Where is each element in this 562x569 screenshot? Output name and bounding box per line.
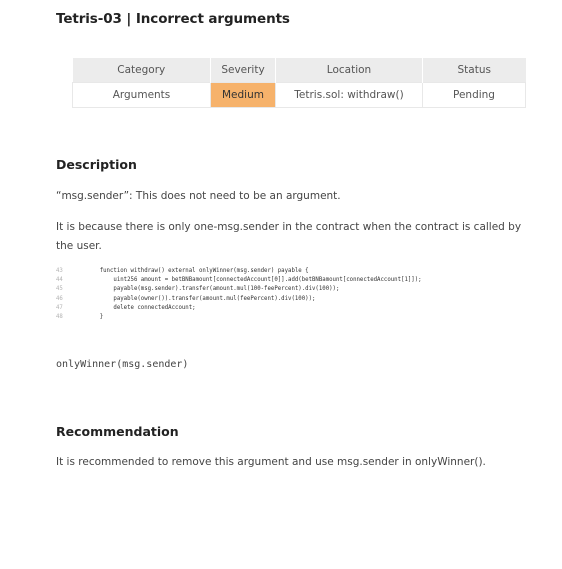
- inline-code-snippet: onlyWinner(msg.sender): [56, 359, 189, 370]
- line-number: 43: [56, 268, 63, 274]
- code-text: delete connectedAccount;: [86, 304, 196, 311]
- line-number: 46: [56, 295, 63, 302]
- cell-category: Arguments: [73, 83, 211, 108]
- code-line: [56, 285, 526, 294]
- code-text: function withdraw() external onlyWinner(msg.sender) payable {: [86, 268, 309, 274]
- recommendation-text: It is recommended to remove this argument and use msg.sender in onlyWinner().: [56, 456, 486, 468]
- recommendation-heading: Recommendation: [56, 424, 179, 439]
- code-text: payable(msg.sender).transfer(amount.mul(100-feePercent).div(100));: [86, 286, 340, 293]
- code-line: [56, 267, 526, 276]
- code-line: [56, 304, 526, 313]
- header-category: Category: [73, 58, 211, 83]
- table-header-row: [73, 58, 526, 83]
- code-text: uint256 amount = betBNBamount[connectedAccount[0]].add(betBNBamount[connectedAccount[1]]);: [86, 277, 422, 284]
- line-number: 44: [56, 277, 63, 284]
- description-paragraph-2: It is because there is only one-msg.sender in the contract when the contract is called by the user.: [56, 221, 522, 252]
- description-heading: Description: [56, 157, 137, 172]
- code-text: payable(owner()).transfer(amount.mul(feePercent).div(100));: [86, 295, 316, 302]
- cell-location: Tetris.sol: withdraw(): [276, 83, 423, 108]
- code-line: [56, 276, 526, 285]
- header-status: Status: [423, 58, 526, 83]
- table-row: [73, 83, 526, 108]
- cell-status: Pending: [423, 83, 526, 108]
- code-snippet: [56, 267, 526, 322]
- page-title: Tetris-03 | Incorrect arguments: [56, 11, 290, 27]
- finding-summary-table: [72, 58, 526, 108]
- header-location: Location: [276, 58, 423, 83]
- line-number: 48: [56, 314, 63, 321]
- code-line: [56, 313, 526, 322]
- code-line: [56, 295, 526, 304]
- code-text: }: [86, 314, 104, 321]
- description-paragraph-1: “msg.sender”: This does not need to be an argument.: [56, 190, 341, 202]
- header-severity: Severity: [211, 58, 276, 83]
- line-number: 45: [56, 286, 63, 293]
- line-number: 47: [56, 304, 63, 311]
- severity-badge: Medium: [211, 83, 276, 108]
